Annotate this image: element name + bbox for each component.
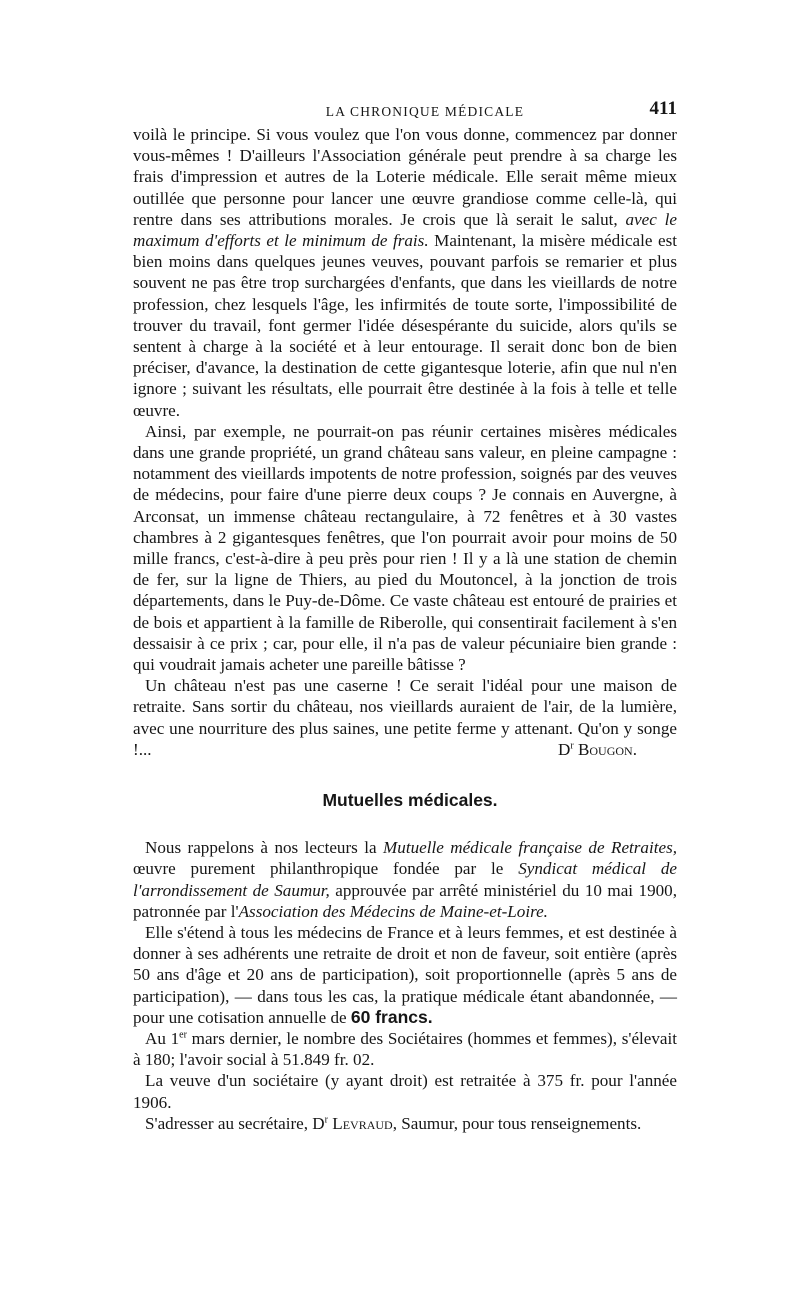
running-head <box>133 98 677 124</box>
signature-title-sup: r <box>570 740 574 752</box>
text-run: Au 1 <box>145 1028 180 1048</box>
running-title: LA CHRONIQUE MÉDICALE <box>325 104 525 119</box>
document-page <box>133 98 677 1134</box>
superscript: er <box>179 1029 187 1041</box>
bold-run: 60 francs. <box>350 1006 433 1027</box>
italic-run: Mutuelle médicale française de Retraites, <box>383 838 677 858</box>
article1-paragraph-3 <box>133 675 677 760</box>
text-run: , Saumur, pour tous renseignements. <box>392 1113 642 1133</box>
italic-run: Association des Médecins de Maine-et-Loire. <box>238 901 548 921</box>
smallcaps-run: Levraud <box>332 1113 393 1133</box>
italic-run: Syndicat médical de l'arrondissement de Saumur, <box>133 859 677 900</box>
text-run: Maintenant, la misère médicale est bien moins dans quelques jeunes veuves, pouvant parfois se remarier et plus souvent ne pas être trop surchargées d'enfants, que dans les vieillards de notre profession, chez lesquels l'âge, les infirmités de toute sorte, l'impossibilité de trouver du travail, font germer l'idée désespérante du suicide, alors qu'ils se sentent à charge à la société et à leur entourage. Il serait donc bon de bien préciser, d'avance, la destination de cette gigantesque loterie, afin que nul n'en ignore ; suivant les résultats, elle pourrait être destinée à la fois à telle et telle œuvre. <box>133 231 677 420</box>
article1-paragraph-2: Ainsi, par exemple, ne pourrait-on pas réunir certaines misères médicales dans une grande propriété, un grand château sans valeur, en pleine campagne : notamment des vieillards impotents de notre profession, soignés par des veuves de médecins, pour faire d'une pierre deux coups ? Je connais en Auvergne, à Arconsat, un immense château rectangulaire, à 72 fenêtres et à 30 vastes chambres à 2 gigantesques fenêtres, que l'on pourrait avoir pour moins de 50 mille francs, c'est-à-dire à peu près pour rien ! Il y a là une station de chemin de fer, sur la ligne de Thiers, au pied du Moutoncel, à la jonction de trois départements, dans le Puy-de-Dôme. Ce vaste château est entouré de prairies et de bois et appartient à la famille de Riberolle, qui consentirait facilement à s'en dessaisir à ce prix ; car, pour elle, il n'a pas de valeur pécuniaire bien grande : qui voudrait jamais acheter une pareille bâtisse ? <box>133 421 677 675</box>
text-run: voilà le principe. Si vous voulez que l'on vous donne, commencez par donner vous-mêmes ! D'ailleurs l'Association générale peut prendre à sa charge les frais d'impression et autres de la Loterie médicale. Elle serait même mieux outillée que personne pour lancer une œuvre grandiose comme celle-là, qui rentre dans ses attributions morales. Je crois que là serait le salut, <box>133 125 677 229</box>
superscript: r <box>324 1114 328 1126</box>
article2-paragraph-5 <box>133 1113 677 1134</box>
italic-run: avec le maximum d'efforts et le minimum de frais. <box>133 209 677 251</box>
article2-paragraph-2 <box>133 922 677 1028</box>
article2-paragraph-1 <box>133 837 677 922</box>
page-number: 411 <box>649 98 677 119</box>
text-run: S'adresser au secrétaire, D <box>145 1113 325 1133</box>
article1-paragraph-1 <box>133 124 677 421</box>
text-run: Nous rappelons à nos lecteurs la <box>145 838 384 858</box>
text-run: mars dernier, le nombre des Sociétaires (hommes et femmes), s'élevait à 180; l'avoir social à 51.849 fr. 02. <box>133 1028 678 1070</box>
section-heading: Mutuelles médicales. <box>322 790 498 811</box>
article2-paragraph-3 <box>133 1028 677 1070</box>
signature-title: D <box>558 739 571 759</box>
article2-paragraph-4: La veuve d'un sociétaire (y ayant droit) est retraitée à 375 fr. pour l'année 1906. <box>133 1071 677 1112</box>
text-run: Elle s'étend à tous les médecins de France et à leurs femmes, et est destinée à donner à ses adhérents une retraite de droit et non de faveur, soit entière (après 50 ans d'âge et 20 ans de participation), soit proportionnelle (après 5 ans de participation), — dans tous les cas, la pratique médicale étant abandonnée, — pour une cotisation annuelle de <box>133 922 677 1027</box>
signature <box>546 739 637 760</box>
text-run: œuvre purement philanthropique fondée par le <box>133 859 519 879</box>
text-run: approuvée par arrêté ministériel du 10 mai 1900, patronnée par l' <box>133 880 677 921</box>
signature-name: Bougon. <box>577 739 637 759</box>
text-run: Un château n'est pas une caserne ! Ce serait l'idéal pour une maison de retraite. Sans sortir du château, nos vieillards auraient de l'air, de la lumière, avec une nourriture des plus saines, une petite ferme y attenant. Qu'on y songe !... <box>133 676 677 759</box>
